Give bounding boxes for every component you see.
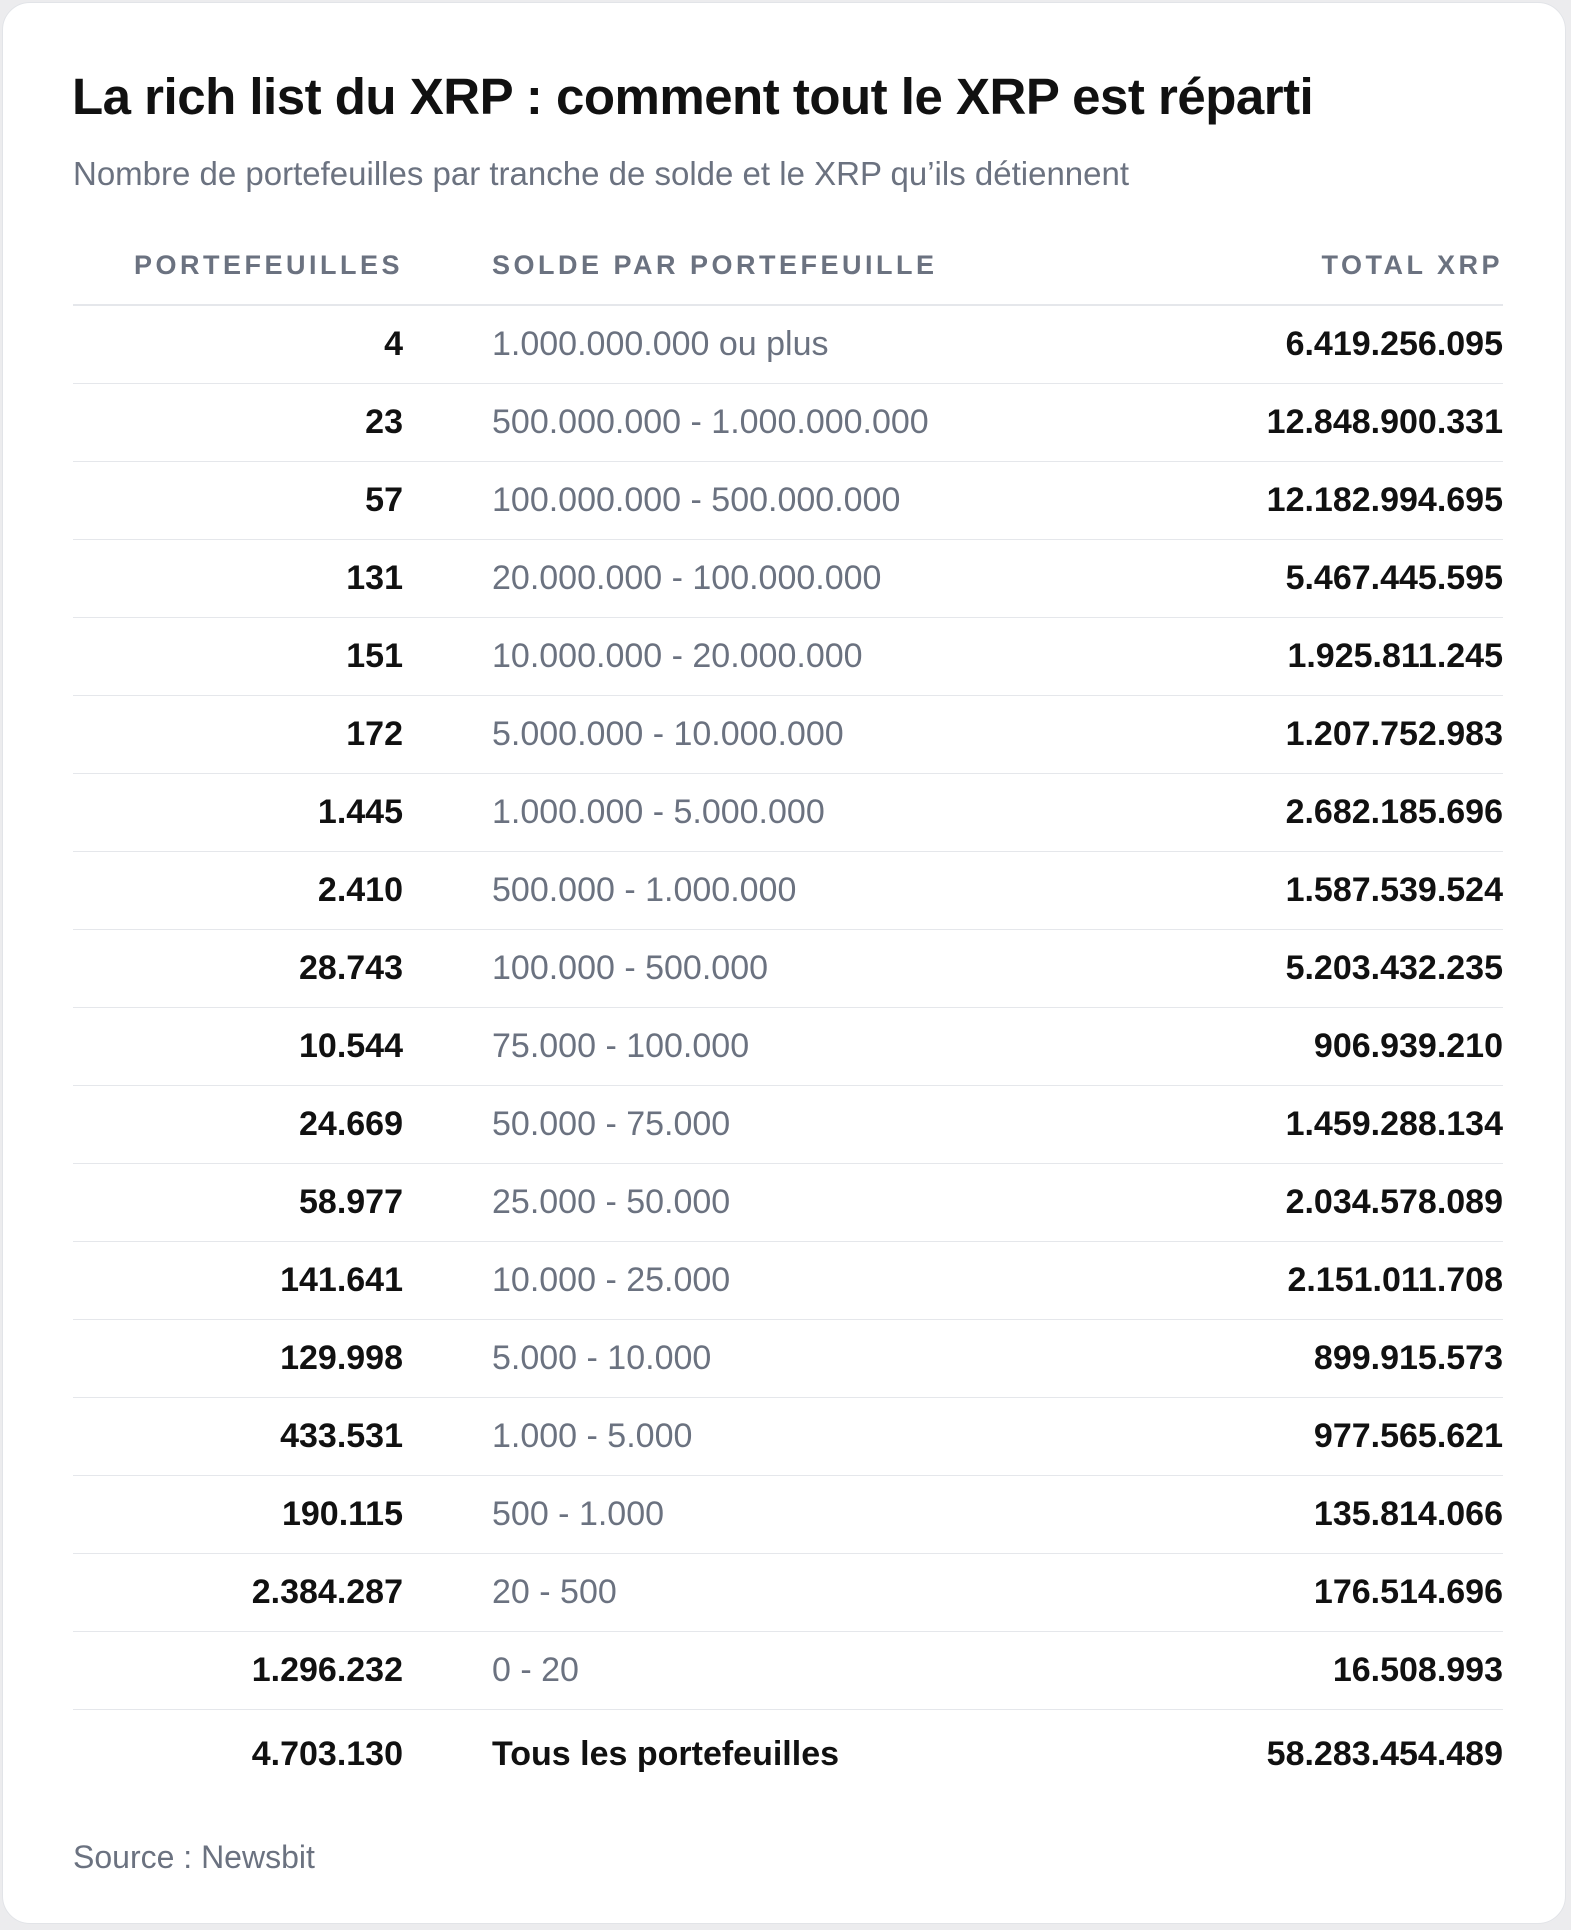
balance-range: 50.000 - 75.000 xyxy=(403,1086,1062,1164)
total-wallet-count: 4.703.130 xyxy=(251,1734,403,1773)
balance-range: 75.000 - 100.000 xyxy=(403,1008,1062,1086)
total-xrp: 6.419.256.095 xyxy=(1062,305,1503,384)
total-xrp: 1.459.288.134 xyxy=(1062,1086,1503,1164)
wallet-count: 151 xyxy=(73,618,403,696)
table-total-row xyxy=(73,1710,1503,1799)
wallet-count: 141.641 xyxy=(73,1242,403,1320)
total-xrp: 2.151.011.708 xyxy=(1062,1242,1503,1320)
balance-range: 10.000.000 - 20.000.000 xyxy=(403,618,1062,696)
grand-total-xrp: 58.283.454.489 xyxy=(1266,1734,1503,1773)
total-xrp: 5.203.432.235 xyxy=(1062,930,1503,1008)
balance-range: 20.000.000 - 100.000.000 xyxy=(403,540,1062,618)
total-xrp: 906.939.210 xyxy=(1062,1008,1503,1086)
balance-range: 1.000 - 5.000 xyxy=(403,1398,1062,1476)
balance-range: 500.000 - 1.000.000 xyxy=(403,852,1062,930)
balance-range: 1.000.000.000 ou plus xyxy=(403,305,1062,384)
balance-range: 25.000 - 50.000 xyxy=(403,1164,1062,1242)
total-xrp: 899.915.573 xyxy=(1062,1320,1503,1398)
wallet-count: 172 xyxy=(73,696,403,774)
table-row xyxy=(73,1554,1503,1632)
wallet-count: 4 xyxy=(73,305,403,384)
source-note: Source : Newsbit xyxy=(73,1839,315,1875)
balance-range: 0 - 20 xyxy=(403,1632,1062,1710)
wallet-count: 24.669 xyxy=(73,1086,403,1164)
balance-range: 1.000.000 - 5.000.000 xyxy=(403,774,1062,852)
header-balance: SOLDE PAR PORTEFEUILLE xyxy=(403,227,1062,305)
total-xrp: 5.467.445.595 xyxy=(1062,540,1503,618)
table-row xyxy=(73,696,1503,774)
table-body xyxy=(73,305,1503,1798)
rich-list-card xyxy=(2,2,1566,1924)
total-xrp: 135.814.066 xyxy=(1062,1476,1503,1554)
total-xrp: 1.587.539.524 xyxy=(1062,852,1503,930)
balance-range: 100.000 - 500.000 xyxy=(403,930,1062,1008)
total-xrp: 1.207.752.983 xyxy=(1062,696,1503,774)
total-xrp: 977.565.621 xyxy=(1062,1398,1503,1476)
wallet-count: 23 xyxy=(73,384,403,462)
wallet-count: 433.531 xyxy=(73,1398,403,1476)
table-row xyxy=(73,1398,1503,1476)
table-row xyxy=(73,774,1503,852)
table-row xyxy=(73,462,1503,540)
wallet-count: 10.544 xyxy=(73,1008,403,1086)
wallet-count: 190.115 xyxy=(73,1476,403,1554)
balance-range: 20 - 500 xyxy=(403,1554,1062,1632)
wallet-count: 28.743 xyxy=(73,930,403,1008)
wallet-count: 1.296.232 xyxy=(73,1632,403,1710)
total-xrp: 2.034.578.089 xyxy=(1062,1164,1503,1242)
table-row xyxy=(73,540,1503,618)
header-total-xrp: TOTAL XRP xyxy=(1062,227,1503,305)
table-row xyxy=(73,305,1503,384)
total-xrp: 176.514.696 xyxy=(1062,1554,1503,1632)
balance-range: 100.000.000 - 500.000.000 xyxy=(403,462,1062,540)
table-row xyxy=(73,930,1503,1008)
total-xrp: 12.848.900.331 xyxy=(1062,384,1503,462)
table-header-row xyxy=(73,227,1503,305)
total-xrp: 16.508.993 xyxy=(1062,1632,1503,1710)
balance-range: 500.000.000 - 1.000.000.000 xyxy=(403,384,1062,462)
total-xrp: 1.925.811.245 xyxy=(1062,618,1503,696)
rich-list-table xyxy=(73,227,1503,1798)
page-subtitle: Nombre de portefeuilles par tranche de solde et le XRP qu’ils détiennent xyxy=(73,155,1130,192)
balance-range: 500 - 1.000 xyxy=(403,1476,1062,1554)
balance-range: 5.000.000 - 10.000.000 xyxy=(403,696,1062,774)
wallet-count: 129.998 xyxy=(73,1320,403,1398)
total-label: Tous les portefeuilles xyxy=(492,1734,840,1773)
table-row xyxy=(73,618,1503,696)
total-xrp: 2.682.185.696 xyxy=(1062,774,1503,852)
wallet-count: 58.977 xyxy=(73,1164,403,1242)
table-row xyxy=(73,384,1503,462)
wallet-count: 2.410 xyxy=(73,852,403,930)
wallet-count: 131 xyxy=(73,540,403,618)
wallet-count: 57 xyxy=(73,462,403,540)
total-xrp: 12.182.994.695 xyxy=(1062,462,1503,540)
wallet-count: 1.445 xyxy=(73,774,403,852)
table-row xyxy=(73,1164,1503,1242)
page-title: La rich list du XRP : comment tout le XRP est réparti xyxy=(72,68,1314,125)
header-wallets: PORTEFEUILLES xyxy=(73,227,403,305)
table-row xyxy=(73,1632,1503,1710)
table-row xyxy=(73,1086,1503,1164)
table-row xyxy=(73,1476,1503,1554)
wallet-count: 2.384.287 xyxy=(73,1554,403,1632)
table-row xyxy=(73,852,1503,930)
table-row xyxy=(73,1008,1503,1086)
table-row xyxy=(73,1242,1503,1320)
balance-range: 5.000 - 10.000 xyxy=(403,1320,1062,1398)
balance-range: 10.000 - 25.000 xyxy=(403,1242,1062,1320)
table-row xyxy=(73,1320,1503,1398)
